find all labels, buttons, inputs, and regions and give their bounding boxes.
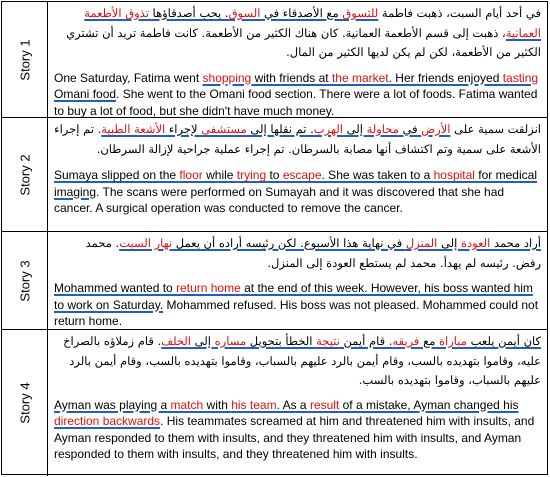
text-segment: أراد محمد [490, 236, 541, 250]
story-label-cell [2, 118, 48, 231]
text-segment: Omani [54, 87, 93, 101]
text-segment: Mohammed refused. His boss was not pleased. Mohammed could not return home. [54, 297, 539, 328]
highlighted-word: الهرب [313, 122, 343, 136]
highlighted-word: match [170, 397, 204, 412]
story-content [54, 332, 541, 474]
text-segment: Sumaya slipped on the [54, 168, 180, 182]
story-content [54, 4, 541, 118]
english-text [54, 167, 541, 217]
highlighted-word: trying [236, 168, 267, 182]
text-segment: . يحب أصدقاؤها [148, 6, 229, 20]
highlighted-word: محاولة [366, 122, 399, 136]
english-text [54, 397, 541, 463]
text-segment: انزلقت سمية على [450, 122, 541, 136]
text-segment: food [92, 87, 117, 101]
story-label: Story 1 [17, 38, 32, 81]
highlighted-word: hospital [433, 168, 475, 182]
text-segment: . His teammates screamed at him and threatened him with insults, and Ayman responded to them with insults, and they threatened him with insults, and Ayman responded to them with insults, and they threatened him with insults. [54, 414, 535, 461]
highlighted-word: the market [331, 70, 389, 85]
highlighted-word: العودة [461, 236, 491, 250]
text-segment: ، ذهبت إلى قسم الأطعمة العمانية. كان هناك الكثير من الأطعمة. كانت فاطمة تريد أن تشتري الكثير من الأطعمة، لكن لم يكن لديها الكثير من المال. [66, 25, 541, 59]
text-segment: الخطأ بتحويل [246, 334, 317, 348]
highlighted-word: مباراة [439, 334, 467, 348]
highlighted-word: الأرض [421, 122, 451, 136]
text-segment: في [398, 122, 422, 136]
text-segment: . محمد رفض. رئيسه لم يهدأ. محمد لم يستطع العودة إلى المنزل. [85, 236, 541, 270]
text-segment: One Saturday, Fatima went [54, 70, 203, 85]
highlighted-word: مستشفى [201, 122, 247, 136]
text-segment: إلى [437, 236, 461, 250]
highlighted-word: return home [176, 281, 241, 295]
text-segment: . Her friends enjoyed [388, 70, 503, 85]
highlighted-word: الخلف [161, 334, 192, 348]
text-segment: . She went to the Omani food section. There were a lot of foods. Fatima wanted to buy a lot of food, but she didn't have much money. [54, 87, 538, 118]
story-label: Story 2 [17, 153, 32, 196]
text-segment: . As a [276, 397, 310, 412]
text-segment: مع [419, 334, 440, 348]
english-text [54, 280, 541, 330]
text-segment: . The scans were performed on Sumayah and it was discovered that she had cancer. A surgical operation was conducted to remove the cancer. [54, 184, 505, 215]
text-segment: at the end of this week. However, his boss wanted him to work on Saturday. [54, 281, 533, 312]
story-row [2, 2, 547, 118]
text-segment: . She was taken to a [321, 168, 434, 182]
highlighted-word: الأشعة الطبية [101, 122, 166, 136]
text-segment: . قام زملاؤه بالصراخ عليه، وقاموا بتهديده بالسب، وقام أيمن بالرد عليهم بالسباب، وقاموا بتهديده بالسب، وقام أيمن بالرد عليهم بالسباب، وقاموا بتهديده بالسب. [63, 334, 541, 387]
highlighted-word: تذوق الأطعمة العمانية [84, 6, 541, 40]
text-segment: for medical [474, 168, 537, 182]
highlighted-word: المنزل [405, 236, 438, 250]
story-label-cell [2, 330, 48, 476]
text-segment: إلى [342, 122, 367, 136]
text-segment: لإجراء [165, 122, 202, 136]
highlighted-word: نتيجة [316, 334, 340, 348]
story-row [2, 232, 547, 330]
text-segment: مع الأصدقاء في [260, 6, 343, 20]
text-segment: of a mistake, Ayman changed his [339, 397, 519, 412]
story-content [54, 120, 541, 229]
story-label-cell [2, 2, 48, 117]
story-row [2, 118, 547, 232]
text-segment: . قام أيمن [339, 334, 393, 348]
arabic-text [54, 332, 541, 391]
story-label: Story 3 [17, 259, 32, 302]
story-row [2, 330, 547, 476]
highlighted-word: فريقه [392, 334, 420, 348]
text-segment: with friends at [251, 70, 332, 85]
highlighted-word: his team [231, 397, 277, 412]
text-segment: Ayman was playing a [54, 397, 171, 412]
text-segment: . تم نقلها إلى [246, 122, 314, 136]
english-text [54, 70, 541, 120]
arabic-text [54, 4, 541, 63]
highlighted-word: للتسوق [342, 6, 379, 20]
text-segment: imaging [54, 184, 97, 199]
text-segment: إلى [191, 334, 215, 348]
highlighted-word: floor [179, 168, 203, 182]
highlighted-word: السوق [228, 6, 261, 20]
arabic-text [54, 234, 541, 273]
text-segment: with [203, 397, 232, 412]
text-segment: في أحد أيام السبت، ذهبت فاطمة [378, 6, 541, 20]
story-label: Story 4 [17, 382, 32, 424]
text-segment: Mohammed wanted to [54, 281, 177, 295]
text-segment: . تم إجراء الأشعة على سمية وتم اكتشاف أنها مصابة بالسرطان. تم إجراء عملية جراحية لإزالة السرطان. [54, 122, 541, 156]
highlighted-word: direction backwards [54, 414, 161, 428]
text-segment: while [202, 168, 237, 182]
story-label-cell [2, 232, 48, 329]
highlighted-word: مساره [214, 334, 247, 348]
stories-table [1, 1, 548, 475]
highlighted-word: shopping [202, 70, 252, 85]
text-segment: to [266, 168, 283, 182]
text-segment: في نهاية هذا الأسبوع. لكن رئيسه أراده أن يعمل [172, 236, 406, 250]
highlighted-word: result [309, 397, 340, 412]
text-segment: كان أيمن يلعب [466, 334, 541, 348]
highlighted-word: tasting [502, 70, 539, 85]
highlighted-word: escape [282, 168, 322, 182]
story-content [54, 234, 541, 327]
highlighted-word: نهار السبت [119, 236, 173, 250]
arabic-text [54, 120, 541, 159]
